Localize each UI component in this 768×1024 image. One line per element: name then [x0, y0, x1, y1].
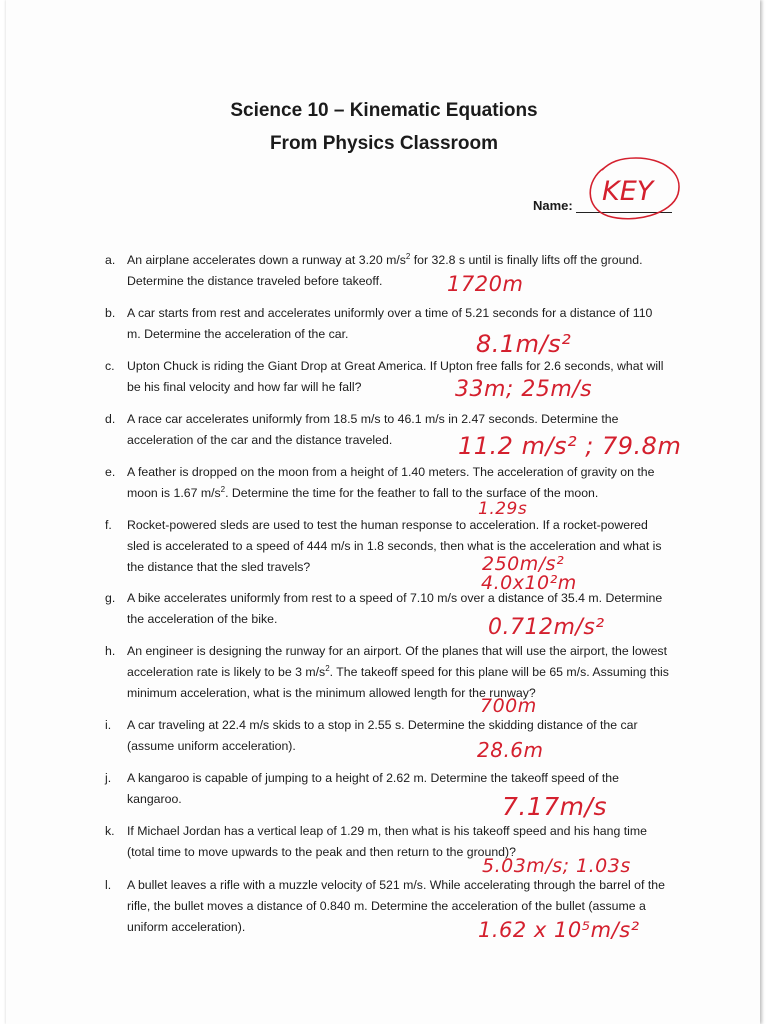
- question-text: A kangaroo is capable of jumping to a height of 2.62 m. Determine the takeoff speed of the kangaroo.: [127, 771, 619, 806]
- question-text: A feather is dropped on the moon from a height of 1.40 meters. The acceleration of gravity on the moon is 1.67 $m/s^2$. Determine the time for the feather to fall to the surface of the moon.: [127, 465, 655, 500]
- question-text: Upton Chuck is riding the Giant Drop at Great America. If Upton free falls for 2.6 seconds, what will be his final velocity and how far will he fall?: [127, 359, 664, 394]
- question-letter: f.: [105, 518, 112, 532]
- question-a: [105, 250, 687, 292]
- name-label: Name:: [533, 198, 573, 213]
- answer-l: 1.62 x 10⁵m/s²: [478, 918, 640, 942]
- answer-a: 1720m: [447, 272, 524, 296]
- worksheet-title: Science 10 – Kinematic Equations: [230, 100, 538, 121]
- answer-b: 8.1m/s²: [476, 330, 572, 358]
- question-letter: d.: [105, 412, 116, 426]
- answer-e: 1.29s: [478, 499, 528, 519]
- question-text: A bullet leaves a rifle with a muzzle velocity of 521 m/s. While accelerating through the barrel of the rifle, the bullet moves a distance of 0.840 m. Determine the acceleration of the bullet (assume a uniform acceleration).: [127, 878, 665, 934]
- question-letter: b.: [105, 306, 116, 320]
- worksheet-subtitle: From Physics Classroom: [269, 133, 499, 154]
- question-f: [105, 515, 672, 578]
- question-text: An engineer is designing the runway for an airport. Of the planes that will use the airport, the lowest acceleration rate is likely to be 3 $m/s^2$. The takeoff speed for this plane will be 65 m/s. Assuming this minimum acceleration, what is the minimum allowed length for the runway?: [127, 644, 669, 700]
- question-letter: c.: [105, 359, 115, 373]
- answer-c: 33m; 25m/s: [455, 377, 593, 402]
- question-letter: l.: [105, 878, 112, 892]
- answer-g: 0.712m/s²: [488, 615, 605, 640]
- question-e: [105, 462, 672, 504]
- question-letter: i.: [105, 718, 112, 732]
- question-text: An airplane accelerates down a runway at 3.20 $m/s^2$ for 32.8 s until is finally lifts off the ground. Determine the distance traveled before takeoff.: [127, 251, 643, 288]
- question-text: A race car accelerates uniformly from 18.5 m/s to 46.1 m/s in 2.47 seconds. Determine the acceleration of the car and the distance traveled.: [127, 412, 619, 447]
- question-text: If Michael Jordan has a vertical leap of 1.29 m, then what is his takeoff speed and his hang time (total time to move upwards to the peak and then return to the ground)?: [127, 824, 647, 859]
- question-b: [105, 303, 667, 345]
- answer-f-acceleration: 250m/s²: [482, 553, 565, 575]
- question-letter: a.: [105, 253, 116, 267]
- answer-f-distance: 4.0x10²m: [481, 572, 577, 594]
- answer-d: 11.2 m/s² ; 79.8m: [458, 432, 682, 460]
- question-letter: k.: [105, 824, 115, 838]
- question-letter: h.: [105, 644, 116, 658]
- question-text: Rocket-powered sleds are used to test the human response to acceleration. If a rocket-powered sled is accelerated to a speed of 444 m/s in 1.8 seconds, then what is the acceleration and what is the distance that the sled travels?: [127, 518, 662, 574]
- question-text: A car starts from rest and accelerates uniformly over a time of 5.21 seconds for a distance of 110 m. Determine the acceleration of the car.: [127, 306, 653, 341]
- answer-h: 700m: [480, 695, 537, 717]
- key-circle-mark: [576, 150, 686, 230]
- answer-k: 5.03m/s; 1.03s: [482, 855, 631, 877]
- answer-j: 7.17m/s: [502, 792, 607, 821]
- question-i: [105, 715, 672, 757]
- question-text: A bike accelerates uniformly from rest to a speed of 7.10 m/s over a distance of 35.4 m. Determine the acceleration of the bike.: [127, 591, 663, 626]
- question-text: A car traveling at 22.4 m/s skids to a stop in 2.55 s. Determine the skidding distance of the car (assume uniform acceleration).: [127, 718, 638, 753]
- question-letter: g.: [105, 591, 116, 605]
- key-text: KEY: [602, 176, 654, 207]
- question-letter: e.: [105, 465, 116, 479]
- question-letter: j.: [105, 771, 112, 785]
- question-h: [105, 641, 672, 704]
- answer-i: 28.6m: [477, 738, 544, 762]
